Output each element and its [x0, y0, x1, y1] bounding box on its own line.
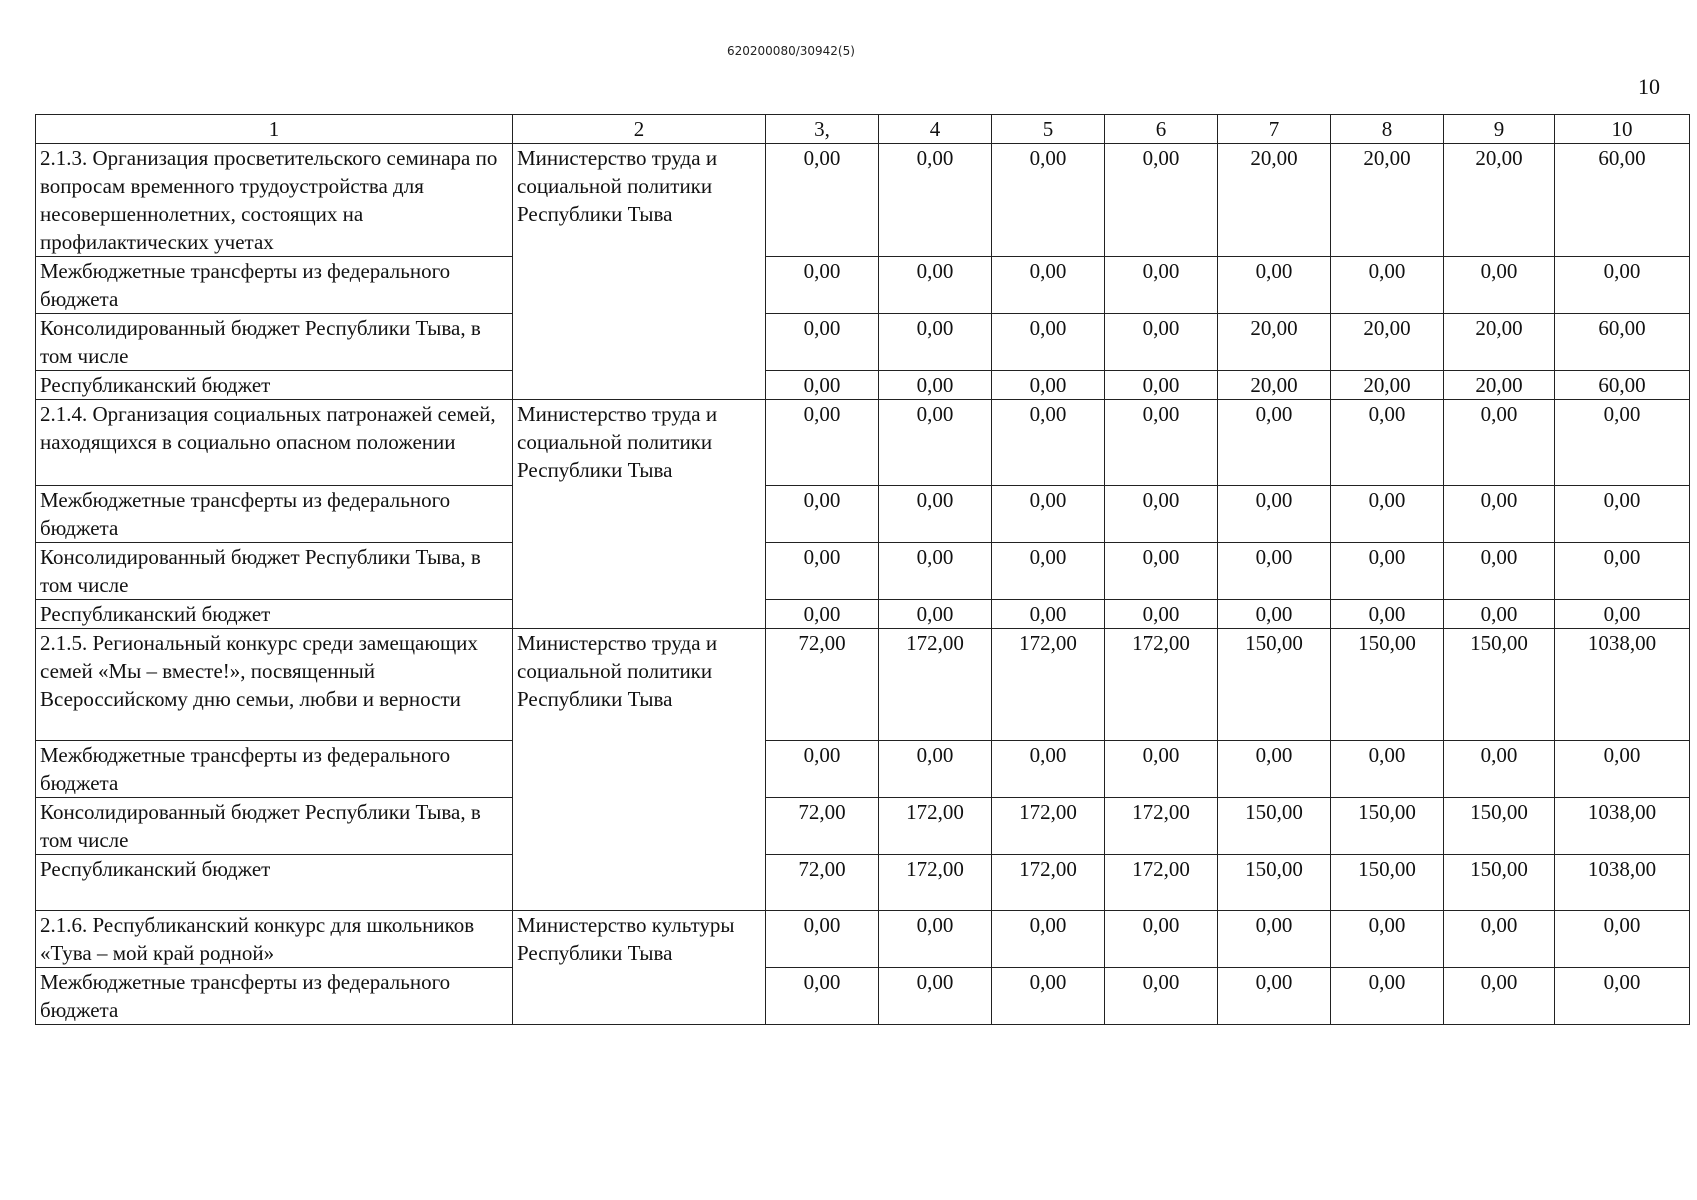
- amount-cell: 0,00: [879, 543, 992, 600]
- activity-name-cell: 2.1.5. Региональный конкурс среди замещающих семей «Мы – вместе!», посвященный Всероссийскому дню семьи, любви и верности: [36, 629, 513, 741]
- amount-cell: 0,00: [879, 400, 992, 486]
- responsible-org-cell: Министерство труда и социальной политики Республики Тыва: [513, 400, 766, 629]
- amount-cell: 150,00: [1218, 629, 1331, 741]
- amount-cell: 1038,00: [1555, 798, 1690, 855]
- amount-cell: 0,00: [1218, 741, 1331, 798]
- amount-cell: 0,00: [1555, 486, 1690, 543]
- amount-cell: 0,00: [1555, 257, 1690, 314]
- funding-source-cell: Консолидированный бюджет Республики Тыва, в том числе: [36, 543, 513, 600]
- amount-cell: 172,00: [992, 855, 1105, 911]
- amount-cell: 0,00: [1555, 600, 1690, 629]
- amount-cell: 0,00: [766, 144, 879, 257]
- amount-cell: 0,00: [879, 968, 992, 1025]
- amount-cell: 0,00: [766, 486, 879, 543]
- amount-cell: 0,00: [1555, 400, 1690, 486]
- amount-cell: 0,00: [1444, 600, 1555, 629]
- amount-cell: 0,00: [992, 371, 1105, 400]
- responsible-org-cell: Министерство культуры Республики Тыва: [513, 911, 766, 1025]
- amount-cell: 150,00: [1444, 629, 1555, 741]
- column-header: 5: [992, 115, 1105, 144]
- amount-cell: 20,00: [1331, 371, 1444, 400]
- amount-cell: 172,00: [992, 629, 1105, 741]
- amount-cell: 0,00: [766, 314, 879, 371]
- amount-cell: 0,00: [1331, 400, 1444, 486]
- table-row: [36, 741, 1690, 798]
- page-number: 10: [1638, 74, 1660, 99]
- amount-cell: 0,00: [1218, 257, 1331, 314]
- header-row: [36, 115, 1690, 144]
- amount-cell: 0,00: [766, 371, 879, 400]
- activity-name-cell: 2.1.6. Республиканский конкурс для школьников «Тува – мой край родной»: [36, 911, 513, 968]
- amount-cell: 0,00: [1105, 371, 1218, 400]
- amount-cell: 0,00: [1218, 543, 1331, 600]
- table-row: [36, 486, 1690, 543]
- amount-cell: 150,00: [1218, 798, 1331, 855]
- amount-cell: 172,00: [879, 629, 992, 741]
- amount-cell: 1038,00: [1555, 855, 1690, 911]
- amount-cell: 0,00: [992, 911, 1105, 968]
- amount-cell: 20,00: [1218, 314, 1331, 371]
- amount-cell: 0,00: [1331, 486, 1444, 543]
- table-row: [36, 911, 1690, 968]
- amount-cell: 0,00: [1218, 400, 1331, 486]
- funding-source-cell: Межбюджетные трансферты из федерального бюджета: [36, 968, 513, 1025]
- table-row: [36, 257, 1690, 314]
- amount-cell: 0,00: [1105, 600, 1218, 629]
- amount-cell: 150,00: [1331, 629, 1444, 741]
- table-row: [36, 543, 1690, 600]
- amount-cell: 0,00: [992, 257, 1105, 314]
- funding-source-cell: Республиканский бюджет: [36, 855, 513, 911]
- amount-cell: 72,00: [766, 855, 879, 911]
- amount-cell: 0,00: [1331, 257, 1444, 314]
- amount-cell: 0,00: [1444, 400, 1555, 486]
- column-header: 2: [513, 115, 766, 144]
- table-body: [36, 115, 1690, 1025]
- amount-cell: 150,00: [1331, 798, 1444, 855]
- activity-name-cell: 2.1.4. Организация социальных патронажей семей, находящихся в социально опасном положении: [36, 400, 513, 486]
- amount-cell: 0,00: [1444, 911, 1555, 968]
- amount-cell: 0,00: [992, 486, 1105, 543]
- amount-cell: 72,00: [766, 798, 879, 855]
- amount-cell: 150,00: [1218, 855, 1331, 911]
- amount-cell: 0,00: [1555, 741, 1690, 798]
- column-header: 8: [1331, 115, 1444, 144]
- table-row: [36, 144, 1690, 257]
- amount-cell: 0,00: [1218, 968, 1331, 1025]
- budget-table: [35, 114, 1690, 1025]
- amount-cell: 0,00: [1105, 741, 1218, 798]
- amount-cell: 0,00: [879, 371, 992, 400]
- amount-cell: 0,00: [992, 144, 1105, 257]
- funding-source-cell: Межбюджетные трансферты из федерального бюджета: [36, 486, 513, 543]
- table-row: [36, 798, 1690, 855]
- amount-cell: 0,00: [1105, 400, 1218, 486]
- table-row: [36, 600, 1690, 629]
- funding-source-cell: Межбюджетные трансферты из федерального бюджета: [36, 741, 513, 798]
- amount-cell: 0,00: [879, 144, 992, 257]
- table-row: [36, 400, 1690, 486]
- table-row: [36, 314, 1690, 371]
- amount-cell: 20,00: [1444, 144, 1555, 257]
- amount-cell: 0,00: [1218, 600, 1331, 629]
- amount-cell: 60,00: [1555, 371, 1690, 400]
- amount-cell: 0,00: [992, 314, 1105, 371]
- amount-cell: 0,00: [766, 968, 879, 1025]
- amount-cell: 150,00: [1444, 798, 1555, 855]
- amount-cell: 0,00: [879, 257, 992, 314]
- amount-cell: 0,00: [1331, 543, 1444, 600]
- amount-cell: 0,00: [1105, 911, 1218, 968]
- amount-cell: 0,00: [992, 741, 1105, 798]
- amount-cell: 0,00: [879, 600, 992, 629]
- funding-source-cell: Консолидированный бюджет Республики Тыва, в том числе: [36, 314, 513, 371]
- amount-cell: 20,00: [1218, 144, 1331, 257]
- column-header: 1: [36, 115, 513, 144]
- column-header: 3,: [766, 115, 879, 144]
- amount-cell: 0,00: [1105, 968, 1218, 1025]
- amount-cell: 0,00: [1218, 911, 1331, 968]
- amount-cell: 20,00: [1331, 144, 1444, 257]
- amount-cell: 0,00: [1331, 911, 1444, 968]
- amount-cell: 0,00: [1105, 314, 1218, 371]
- amount-cell: 0,00: [766, 741, 879, 798]
- amount-cell: 0,00: [879, 486, 992, 543]
- funding-source-cell: Республиканский бюджет: [36, 371, 513, 400]
- activity-name-cell: 2.1.3. Организация просветительского семинара по вопросам временного трудоустройства для несовершеннолетних, состоящих на профилактических учетах: [36, 144, 513, 257]
- amount-cell: 0,00: [1331, 600, 1444, 629]
- column-header: 4: [879, 115, 992, 144]
- amount-cell: 0,00: [1444, 257, 1555, 314]
- amount-cell: 0,00: [766, 543, 879, 600]
- table-row: [36, 855, 1690, 911]
- amount-cell: 0,00: [1105, 486, 1218, 543]
- amount-cell: 0,00: [879, 314, 992, 371]
- amount-cell: 0,00: [1218, 486, 1331, 543]
- amount-cell: 0,00: [1105, 257, 1218, 314]
- amount-cell: 0,00: [1331, 968, 1444, 1025]
- amount-cell: 1038,00: [1555, 629, 1690, 741]
- amount-cell: 60,00: [1555, 314, 1690, 371]
- amount-cell: 0,00: [992, 968, 1105, 1025]
- amount-cell: 172,00: [992, 798, 1105, 855]
- amount-cell: 20,00: [1331, 314, 1444, 371]
- amount-cell: 0,00: [879, 911, 992, 968]
- amount-cell: 172,00: [879, 855, 992, 911]
- amount-cell: 60,00: [1555, 144, 1690, 257]
- funding-source-cell: Консолидированный бюджет Республики Тыва, в том числе: [36, 798, 513, 855]
- amount-cell: 0,00: [766, 911, 879, 968]
- amount-cell: 0,00: [879, 741, 992, 798]
- amount-cell: 172,00: [1105, 629, 1218, 741]
- amount-cell: 0,00: [1444, 968, 1555, 1025]
- amount-cell: 0,00: [766, 257, 879, 314]
- amount-cell: 0,00: [1444, 741, 1555, 798]
- amount-cell: 0,00: [1331, 741, 1444, 798]
- responsible-org-cell: Министерство труда и социальной политики Республики Тыва: [513, 629, 766, 911]
- amount-cell: 0,00: [992, 600, 1105, 629]
- funding-source-cell: Межбюджетные трансферты из федерального бюджета: [36, 257, 513, 314]
- amount-cell: 172,00: [1105, 798, 1218, 855]
- amount-cell: 20,00: [1218, 371, 1331, 400]
- amount-cell: 0,00: [1444, 543, 1555, 600]
- column-header: 10: [1555, 115, 1690, 144]
- column-header: 6: [1105, 115, 1218, 144]
- amount-cell: 0,00: [766, 400, 879, 486]
- amount-cell: 0,00: [1105, 144, 1218, 257]
- column-header: 9: [1444, 115, 1555, 144]
- funding-source-cell: Республиканский бюджет: [36, 600, 513, 629]
- responsible-org-cell: Министерство труда и социальной политики Республики Тыва: [513, 144, 766, 400]
- amount-cell: 72,00: [766, 629, 879, 741]
- table-row: [36, 371, 1690, 400]
- amount-cell: 0,00: [1555, 968, 1690, 1025]
- amount-cell: 0,00: [1555, 543, 1690, 600]
- amount-cell: 20,00: [1444, 371, 1555, 400]
- amount-cell: 150,00: [1444, 855, 1555, 911]
- amount-cell: 172,00: [879, 798, 992, 855]
- table-row: [36, 968, 1690, 1025]
- amount-cell: 0,00: [1105, 543, 1218, 600]
- amount-cell: 20,00: [1444, 314, 1555, 371]
- amount-cell: 0,00: [992, 543, 1105, 600]
- amount-cell: 0,00: [1555, 911, 1690, 968]
- document-id: 620200080/30942(5): [727, 44, 855, 58]
- amount-cell: 150,00: [1331, 855, 1444, 911]
- amount-cell: 0,00: [992, 400, 1105, 486]
- table-row: [36, 629, 1690, 741]
- amount-cell: 0,00: [766, 600, 879, 629]
- amount-cell: 0,00: [1444, 486, 1555, 543]
- column-header: 7: [1218, 115, 1331, 144]
- amount-cell: 172,00: [1105, 855, 1218, 911]
